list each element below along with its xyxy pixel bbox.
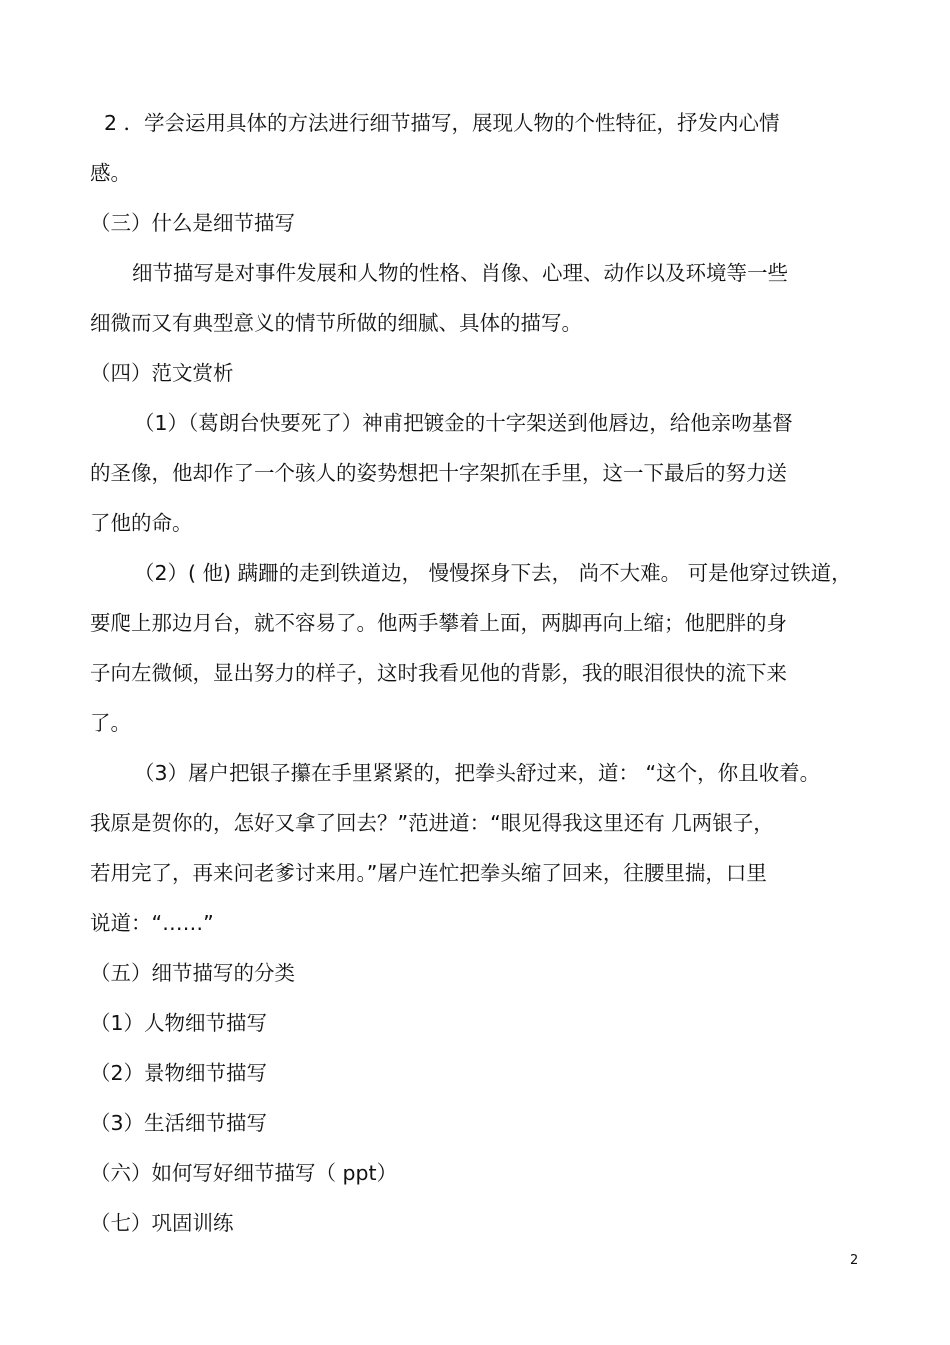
list-item: （2）景物细节描写 (90, 1061, 268, 1085)
text-line: 感。 (90, 161, 131, 185)
list-item: （1）人物细节描写 (90, 1011, 268, 1035)
text-line: 子向左微倾，显出努力的样子，这时我看见他的背影，我的眼泪很快的流下来 (90, 661, 787, 685)
text-line: （2）( 他) 蹒跚的走到铁道边， 慢慢探身下去， 尚不大难。 可是他穿过铁道， (134, 561, 852, 585)
text-line: （1）（葛朗台快要死了）神甫把镀金的十字架送到他唇边，给他亲吻基督 (134, 411, 793, 435)
page-number: 2 (850, 1253, 859, 1268)
text-line: 细微而又有典型意义的情节所做的细腻、具体的描写。 (90, 311, 582, 335)
text-line: 了他的命。 (90, 511, 193, 535)
text-line: 细节描写是对事件发展和人物的性格、肖像、心理、动作以及环境等一些 (132, 261, 788, 285)
text-line: 若用完了，再来问老爹讨来用。”屠户连忙把拳头缩了回来，往腰里揣，口里 (90, 861, 767, 885)
text-line: 我原是贺你的，怎好又拿了回去？”范进道：“眼见得我这里还有 几两银子， (90, 811, 774, 835)
text-line: 要爬上那边月台，就不容易了。他两手攀着上面，两脚再向上缩；他肥胖的身 (90, 611, 787, 635)
text-line: 了。 (90, 711, 131, 735)
section-heading: （三）什么是细节描写 (90, 211, 295, 235)
text-line: 2 ．学会运用具体的方法进行细节描写，展现人物的个性特征，抒发内心情 (104, 111, 780, 135)
section-heading: （四）范文赏析 (90, 361, 234, 385)
section-heading: （五）细节描写的分类 (90, 961, 295, 985)
list-item: （3）生活细节描写 (90, 1111, 268, 1135)
text-line: （3）屠户把银子攥在手里紧紧的，把拳头舒过来，道： “这个，你且收着。 (134, 761, 821, 785)
section-heading: （六）如何写好细节描写（ ppt） (90, 1161, 398, 1185)
text-line: 说道：“……” (90, 911, 214, 935)
text-line: 的圣像，他却作了一个骇人的姿势想把十字架抓在手里，这一下最后的努力送 (90, 461, 787, 485)
section-heading: （七）巩固训练 (90, 1211, 234, 1235)
